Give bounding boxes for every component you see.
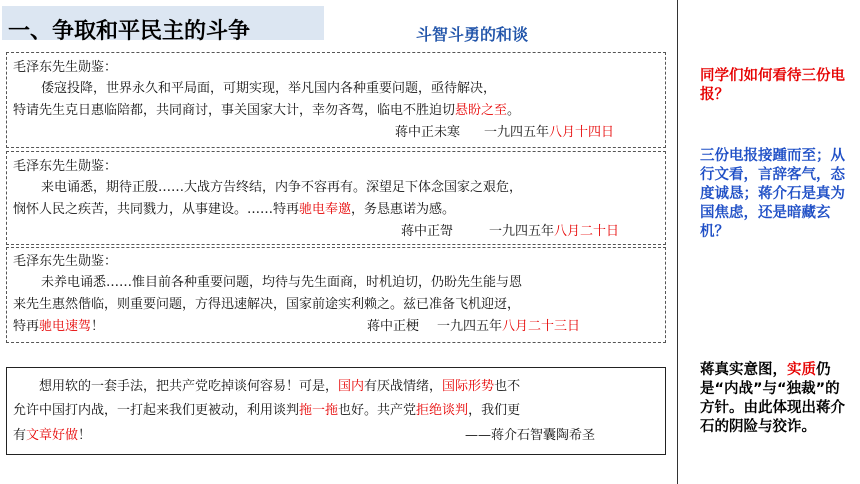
telegram-signature xyxy=(401,224,619,240)
conclusion-text: 仍是“内战”与“独裁”的方针。由此体现出蒋介石的阴险与狡诈。 xyxy=(700,362,845,435)
telegram-body-line: 来先生惠然偕临，则重要问题，方得迅速解决，国家前途实利赖之。兹已准备飞机迎迓， xyxy=(13,297,521,312)
telegram-text: 特请先生克日惠临陪都，共同商讨，事关国家大计，幸勿吝驾，临电不胜迫切 xyxy=(13,103,456,118)
quote-box xyxy=(6,367,666,455)
telegram-text: 悯怀人民之疾苦，共同戮力，从事建设。……特再 xyxy=(13,202,300,217)
quote-line xyxy=(39,379,520,395)
telegram-signer: 蒋中正梗 xyxy=(367,319,420,334)
telegram-date-highlight: 八月二十三日 xyxy=(502,319,581,334)
quote-text: ，我们更 xyxy=(468,403,521,418)
title-bar xyxy=(2,6,324,44)
page-title: 一、争取和平民主的斗争 xyxy=(8,19,251,44)
highlight-text: 实质 xyxy=(787,362,816,378)
telegram-salutation: 毛泽东先生勋鉴： xyxy=(13,60,118,75)
highlight-text: 国际形势 xyxy=(442,379,495,394)
vertical-divider xyxy=(677,0,678,484)
telegram-date: 一九四五年 xyxy=(484,125,550,140)
conclusion-text: 蒋真实意图， xyxy=(700,362,787,378)
telegram-signature xyxy=(395,125,614,141)
quote-text: 允许中国打内战，一打起来我们更被动，利用谈判 xyxy=(13,403,300,418)
telegram-signature xyxy=(367,319,580,335)
quote-text: 也不 xyxy=(494,379,521,394)
highlight-text: 文章好做 xyxy=(26,428,79,443)
sidebar-analysis: 三份电报接踵而至；从行文看，言辞客气，态度诚恳；蒋介石是真为国焦虑，还是暗藏玄机？ xyxy=(700,148,845,240)
quote-text: 有厌战情绪， xyxy=(364,379,443,394)
telegram-text: 特再 xyxy=(13,319,40,334)
quote-line xyxy=(13,428,91,444)
quote-text: 想用软的一套手法，把共产党吃掉谈何容易！可是， xyxy=(39,379,339,394)
sidebar-question: 同学们如何看待三份电报？ xyxy=(700,68,845,103)
telegram-text: ，务恳惠诺为感。 xyxy=(351,202,456,217)
highlight-text: 拒绝谈判 xyxy=(416,403,469,418)
telegram-date-highlight: 八月十四日 xyxy=(549,125,615,140)
telegram-text: ！ xyxy=(91,319,105,334)
quote-text: 也好。共产党 xyxy=(338,403,417,418)
telegram-signer: 蒋中正未寒 xyxy=(395,125,461,140)
highlight-text: 驰电速驾 xyxy=(39,319,92,334)
telegram-body-line: 来电诵悉，期待正殷……大战方告终结，内争不容再有。深望足下体念国家之艰危， xyxy=(41,180,523,195)
telegram-salutation: 毛泽东先生勋鉴： xyxy=(13,159,118,174)
highlight-text: 拖一拖 xyxy=(299,403,339,418)
quote-text: 有 xyxy=(13,428,27,443)
sidebar-conclusion xyxy=(700,361,846,437)
telegram-date: 一九四五年 xyxy=(489,224,555,239)
telegram-body-line xyxy=(13,202,455,218)
telegram-salutation: 毛泽东先生勋鉴： xyxy=(13,254,118,269)
page-subtitle: 斗智斗勇的和谈 xyxy=(416,25,529,44)
quote-source: ——蒋介石智囊陶希圣 xyxy=(465,428,596,443)
telegram-body-line xyxy=(13,103,520,119)
highlight-text: 悬盼之至 xyxy=(455,103,508,118)
telegram-body-line: 倭寇投降，世界永久和平局面，可期实现，举凡国内各种重要问题，亟待解决， xyxy=(41,81,497,96)
telegram-box xyxy=(6,247,666,343)
telegram-date-highlight: 八月二十日 xyxy=(554,224,620,239)
telegram-text: 。 xyxy=(507,103,521,118)
telegram-box xyxy=(6,151,666,245)
highlight-text: 驰电奉邀 xyxy=(299,202,352,217)
telegram-body-line: 未养电诵悉……惟目前各种重要问题，均待与先生面商，时机迫切，仍盼先生能与恩 xyxy=(41,275,523,290)
telegram-body-line xyxy=(13,319,104,335)
quote-line xyxy=(13,403,520,419)
quote-text: ！ xyxy=(78,428,92,443)
telegram-box xyxy=(6,52,666,148)
telegram-date: 一九四五年 xyxy=(437,319,503,334)
telegram-signer: 蒋中正哿 xyxy=(401,224,454,239)
highlight-text: 国内 xyxy=(338,379,365,394)
